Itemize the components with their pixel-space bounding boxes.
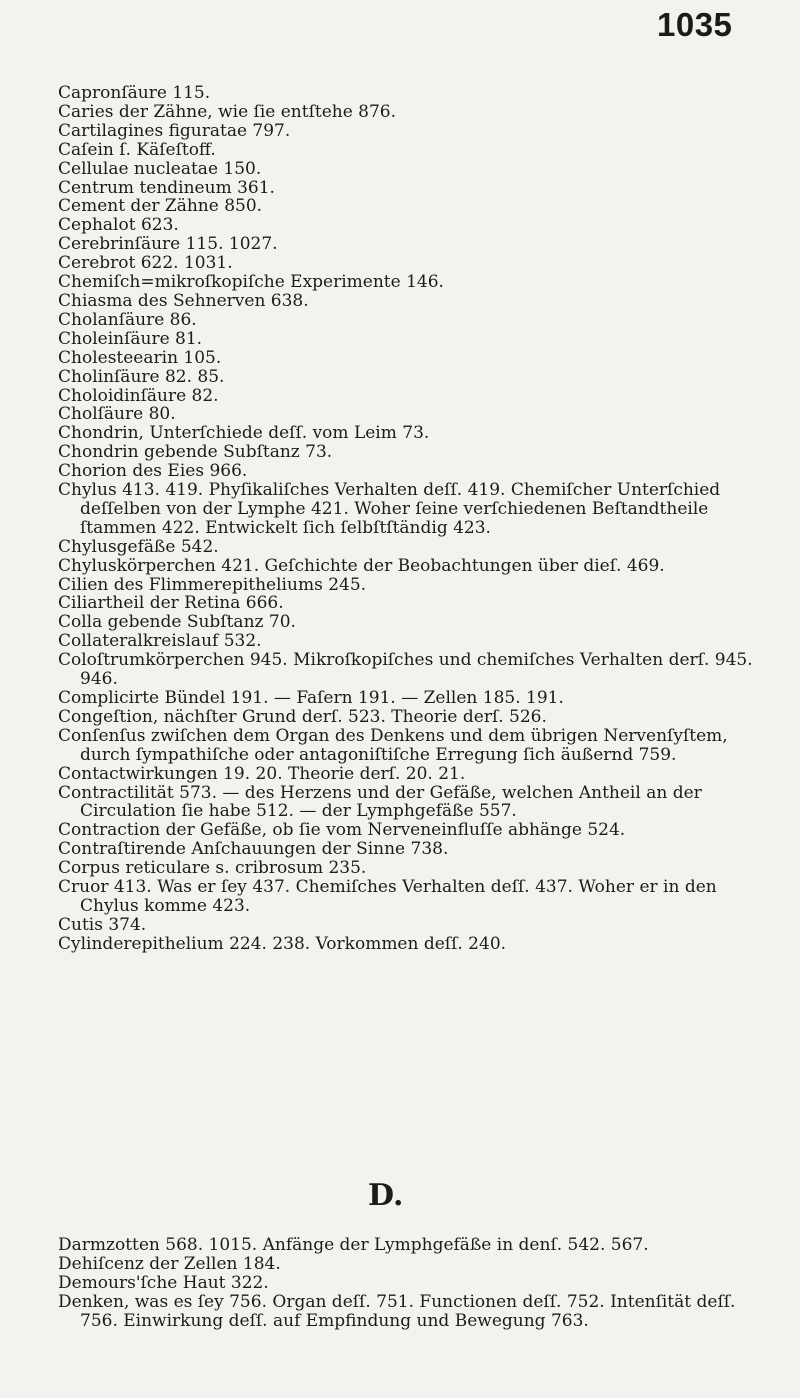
index-entry: Cylinderepithelium 224. 238. Vorkommen deſſ. 240.: [58, 933, 507, 954]
index-entry: Chiasma des Sehnerven 638.: [58, 290, 309, 311]
index-entry: Capronſäure 115.: [58, 83, 211, 103]
index-entry: Corpus reticulare s. cribrosum 235.: [58, 858, 367, 879]
index-entry: Chylus 413. 419. Phyſikaliſches Verhalten deſſ. 419. Chemiſcher Unterſchied deſſelben von der Lymphe 421. Woher ſeine verſchiedenen Beſtandtheile ſtammen 422. Entwickelt ſich ſelbſtſtändig 423.: [58, 480, 721, 538]
index-entry: Chylusgefäße 542.: [58, 536, 219, 557]
index-section-d: [58, 1236, 758, 1331]
index-entry: Demours'ſche Haut 322.: [58, 1272, 269, 1293]
index-entry: Cilien des Flimmerepitheliums 245.: [58, 574, 367, 595]
index-entry: Ciliartheil der Retina 666.: [58, 593, 284, 614]
index-entry: Chyluskörperchen 421. Geſchichte der Beobachtungen über dieſ. 469.: [58, 555, 665, 576]
index-entry: Contractilität 573. — des Herzens und der Gefäße, welchen Antheil an der Circulation ſie habe 512. — der Lymphgefäße 557.: [58, 782, 702, 822]
page-number: 1035: [657, 6, 733, 43]
index-entry: Cholesteearin 105.: [58, 347, 222, 368]
index-entry: Conſenſus zwiſchen dem Organ des Denkens und dem übrigen Nervenſyſtem, durch ſympathiſche oder antagoniſtiſche Erregung ſich äußernd 759.: [58, 725, 728, 765]
index-entry: Dehiſcenz der Zellen 184.: [58, 1253, 281, 1274]
index-entry: Chondrin gebende Subſtanz 73.: [58, 442, 333, 463]
index-entry: Centrum tendineum 361.: [58, 177, 275, 198]
section-heading-d: D.: [368, 1178, 404, 1213]
index-entry: Contactwirkungen 19. 20. Theorie derſ. 20. 21.: [58, 763, 466, 784]
index-entry: Contraſtirende Anſchauungen der Sinne 738.: [58, 839, 449, 860]
index-entry: Chemiſch=mikroſkopiſche Experimente 146.: [58, 272, 444, 293]
index-entry: Colla gebende Subſtanz 70.: [58, 612, 296, 633]
index-entry: Cutis 374.: [58, 914, 147, 935]
index-entry: Cement der Zähne 850.: [58, 196, 263, 217]
index-entry: Complicirte Bündel 191. — Faſern 191. — Zellen 185. 191.: [58, 688, 564, 708]
index-entry: Chorion des Eies 966.: [58, 461, 248, 482]
index-entry: Cephalot 623.: [58, 215, 179, 236]
index-entry: Cholſäure 80.: [58, 404, 176, 425]
index-section-c: [58, 84, 758, 954]
index-entry: Chondrin, Unterſchiede deſſ. vom Leim 73.: [58, 423, 430, 444]
index-entry: Caſein ſ. Käſeſtoff.: [58, 139, 216, 160]
index-entry: Collateralkreislauf 532.: [58, 631, 262, 652]
index-entry: Cartilagines figuratae 797.: [58, 120, 291, 141]
index-entry: Cholinſäure 82. 85.: [58, 366, 225, 387]
index-entry: Coloſtrumkörperchen 945. Mikroſkopiſches und chemiſches Verhalten derſ. 945. 946.: [58, 650, 753, 690]
index-entry: Cellulae nucleatae 150.: [58, 158, 262, 179]
index-entry: Choleinſäure 81.: [58, 328, 203, 349]
index-entry: Congeſtion, nächſter Grund derſ. 523. Theorie derſ. 526.: [58, 706, 547, 727]
index-entry: Cholanſäure 86.: [58, 309, 197, 330]
index-entry: Denken, was es ſey 756. Organ deſſ. 751. Functionen deſſ. 752. Intenſität deſſ. 756. Einwirkung deſſ. auf Empfindung und Bewegung 763.: [58, 1291, 736, 1331]
index-entry: Cruor 413. Was er ſey 437. Chemiſches Verhalten deſſ. 437. Woher er in den Chylus komme 423.: [58, 877, 717, 916]
index-entry: Contraction der Gefäße, ob ſie vom Nerveneinfluſſe abhänge 524.: [58, 820, 626, 841]
index-entry: Cerebrinſäure 115. 1027.: [58, 234, 278, 255]
index-entry: Choloidinſäure 82.: [58, 385, 219, 406]
index-entry: Darmzotten 568. 1015. Anfänge der Lymphgefäße in denſ. 542. 567.: [58, 1235, 649, 1255]
index-entry: Cerebrot 622. 1031.: [58, 253, 233, 274]
index-entry: Caries der Zähne, wie ſie entſtehe 876.: [58, 101, 397, 122]
